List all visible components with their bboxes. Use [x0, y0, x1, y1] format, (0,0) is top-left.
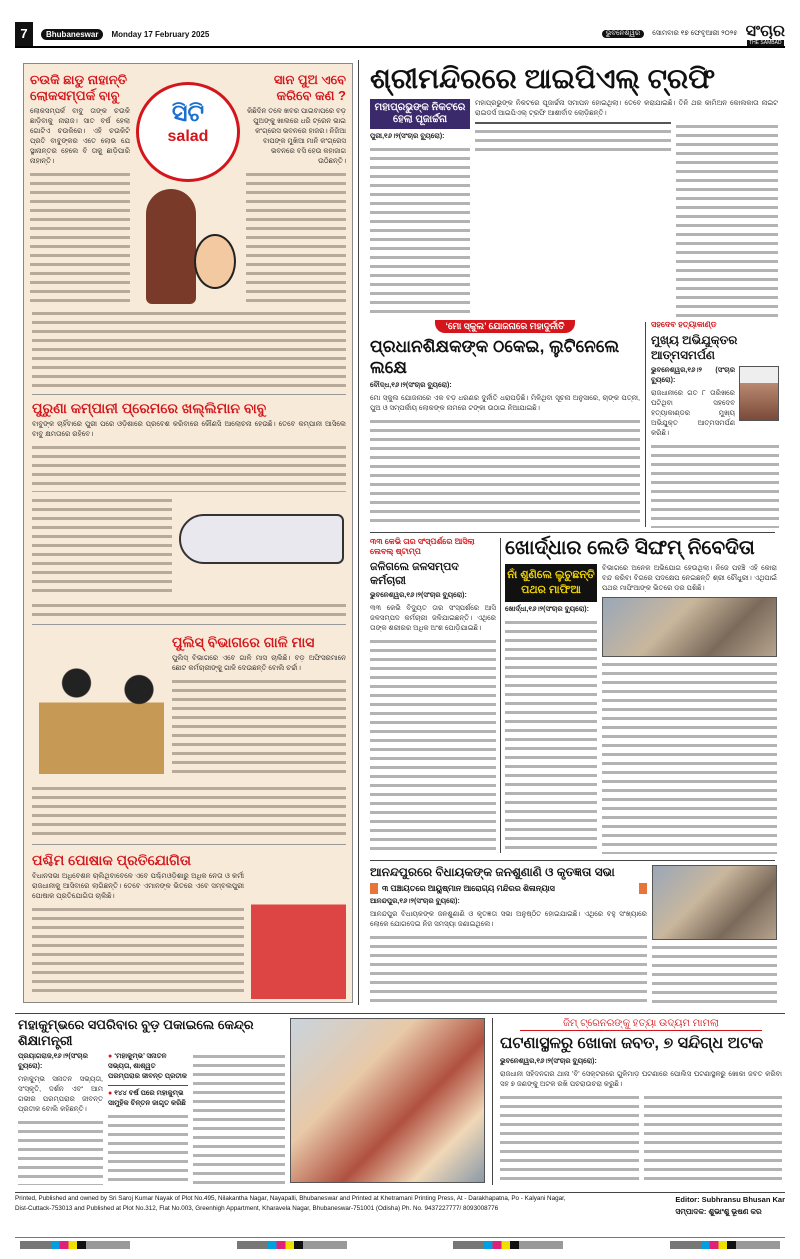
- story-body: ବାବୁଙ୍କ ଚାହିଁବାରେ ପୁରୀ ପରେ ଓଡ଼ିଶାରେ ପ୍ରବେଶ କରିବାରେ କୌଣସି ଆଲୋଚନା ହେଉଛି। ତେବେ କମ୍ପାନୀ ଆସିଲେ ବାବୁ କ୍ଷମତାରେ ରହିବେ।: [32, 421, 346, 438]
- jal-headline: ଜଳିଗଲେ ଜଳସମ୍ପଦ କର୍ମଚାରୀ: [370, 561, 459, 587]
- gym-kicker: ଜିମ୍ ଟ୍ରେନରଙ୍କୁ ହତ୍ୟା ଉଦ୍ୟମ ମାମଲା: [520, 1017, 762, 1031]
- page-number: 7: [20, 26, 28, 41]
- anandapur-body: ଆନନ୍ଦପୁର ବିଧାୟକଙ୍କ ଜନଶୁଣାଣି ଓ କୃତଜ୍ଞତା ସଭା ଅନୁଷ୍ଠିତ ହୋଇଯାଇଛି। ଏଥିରେ ବହୁ ସଂଖ୍ୟାରେ ଲୋକେ ଯୋଗଦେଇ ନିଜ ସମସ୍ୟା ଜଣାଇଥିଲେ।: [370, 911, 647, 928]
- date-odia: ସୋମବାର ୧୭ ଫେବୃଆରୀ ୨୦୨୫: [652, 30, 738, 37]
- lead-body: [475, 127, 671, 151]
- footer-divider: [15, 1192, 785, 1193]
- editor-name-odia: ସମ୍ପାଦକ: ଶୁଭାଂଶୁ ଭୂଷଣ କର: [675, 1207, 762, 1216]
- anandapur-body-continued: [652, 943, 777, 1003]
- khordha-dateline: ଖୋର୍ଦ୍ଧା,୧୬।୨(ସଂଚାର ବ୍ୟୁରୋ):: [505, 606, 589, 613]
- story-body-continued: [246, 170, 346, 304]
- kumbh-body: ମହାକୁମ୍ଭ ସନାତନ ସଭ୍ୟତା, ସଂସ୍କୃତି, ଦର୍ଶନ ଏବଂ ଆମ ଗଭୀର ପରମ୍ପରାର ଜୀବନ୍ତ ପ୍ରତୀକ ବୋଲି କହିଛନ୍ତି।: [18, 1076, 103, 1113]
- lead-headline: ଶ୍ରୀମନ୍ଦିରରେ ଆଇପିଏଲ୍ ଟ୍ରଫି: [370, 63, 716, 94]
- mahakumbh-photo: [290, 1018, 485, 1183]
- school-body: ମୋ ସ୍କୁଲ ଯୋଜନାରେ ଏକ ବଡ଼ ଧରଣର ଦୁର୍ନୀତି ଧରାପଡ଼ିଛି। ମିଳିଥିବା ସୂଚନା ଅନୁସାରେ, ଚାଙ୍କ ପତ୍ନୀ, ପୁଅ ଓ ସମ୍ପର୍କୀୟ ଲୋକଙ୍କ ନାମରେ ଟଙ୍କା ଉଠାଇ ନିଆଯାଇଛି।: [370, 395, 640, 412]
- cartoon-airplane-illustration: [179, 514, 344, 564]
- khordha-box: ନାଁ ଶୁଣିଲେ ଲୁଚୁଛନ୍ତି ପଥର ମାଫିଆ: [505, 564, 597, 602]
- surrender-headline: ମୁଖ୍ୟ ଅଭିଯୁକ୍ତର ଆତ୍ମସମର୍ପଣ: [651, 333, 738, 362]
- bullet-text: ୧୪୪ ବର୍ଷ ପରେ ମହାକୁମ୍ଭ ସାମୁହିକ ଚିନ୍ତନ ଜାଗୃତ କରିଛି: [108, 1090, 186, 1107]
- story-headline: ପଶ୍ଚିମ ପୋଷାକ ପ୍ରତିଯୋଗିତା: [32, 852, 192, 868]
- logo-bottom: salad: [167, 128, 209, 145]
- city-odia-badge: ଭୁବନେଶ୍ୱର: [602, 30, 644, 38]
- gym-body-continued: [500, 1093, 639, 1185]
- story-body: ଲୋକସମ୍ପର୍କ ବାବୁ ତାଙ୍କ ଚଉକି ଛାଡ଼ିବାକୁ ନାରାଜ। ସାତ ବର୍ଷ ହେଲା ଗୋଟିଏ ଚଉକିରେ। ଏହି ଚଉକିଟି ପ୍ରତି ବାବୁଙ୍କର ଏତେ ଲୋଭ ଯେ ସ୍ଥାନାନ୍ତର ହେଲେ ବି ତାକୁ ଛାଡ଼ିପାରି ନାହାନ୍ତି।: [30, 108, 130, 165]
- story-headline: ପୁରୁଣା କମ୍ପାନୀ ପ୍ରେମରେ ଖଲ୍ଲିମାନ ବାବୁ: [32, 400, 267, 416]
- lead-body: [676, 122, 778, 318]
- school-dateline: ବୌଦ୍ଧ,୧୬।୨(ସଂଚାର ବ୍ୟୁରୋ):: [370, 382, 452, 389]
- column-divider: [492, 1018, 493, 1185]
- gym-dateline: ଭୁବନେଶ୍ୱର,୧୬।୨(ସଂଚାର ବ୍ୟୁରୋ):: [500, 1058, 597, 1065]
- story-headline: ପୁଲିସ୍ ବିଭାଗରେ ଗାଳି ମାସ: [172, 634, 315, 650]
- anandapur-dateline: ଆନନ୍ଦପୁର,୧୬।୨(ସଂଚାର ବ୍ୟୁରୋ):: [370, 898, 460, 905]
- column-divider: [645, 322, 646, 527]
- school-body-continued: [370, 417, 640, 528]
- cartoon-face-illustration: [194, 234, 236, 289]
- story-body-continued: [172, 677, 346, 779]
- kumbh-body-continued: [193, 1052, 285, 1185]
- bullet-icon: ●: [108, 1090, 115, 1097]
- bullet-icon: ●: [108, 1053, 115, 1060]
- editor-name: Editor: Subhransu Bhusan Kar: [675, 1195, 785, 1204]
- khordha-headline: ଖୋର୍ଦ୍ଧାର ଲେଡି ସିଙ୍ଘମ୍ ନିବେଦିତା: [505, 537, 755, 559]
- divider: [15, 1013, 785, 1014]
- gym-headline: ଘଟଣାସ୍ଥଳରୁ ଖୋକା ଜବତ, ୭ ସନ୍ଦିଗ୍ଧ ଅଟକ: [500, 1035, 764, 1052]
- cartoon-police-illustration: [39, 644, 164, 774]
- registration-rule: [15, 1237, 785, 1238]
- cartoon-chair-illustration: [146, 189, 196, 304]
- lead-subhead-box: ମହାପ୍ରଭୁଙ୍କ ନିକଟରେ ହେଲା ପୂଜାର୍ଚ୍ଚନା: [370, 99, 470, 129]
- kumbh-body-continued: [18, 1118, 103, 1185]
- date: Monday 17 February 2025: [111, 29, 210, 39]
- kumbh-dateline: ପ୍ରୟାଗରାଜ,୧୬।୨(ସଂଚାର ବ୍ୟୁରୋ):: [18, 1053, 88, 1070]
- story-body-continued: [32, 784, 346, 839]
- jal-kicker: ୩୩ କେଭି ତାର ସଂସ୍ପର୍ଶରେ ଆସିଲା ଲେବଲ୍ ଷ୍ଟାମ୍ପ: [370, 537, 475, 556]
- jagannath-temple-photo: [475, 122, 671, 124]
- kumbh-bullet: [108, 1052, 188, 1086]
- column-divider: [358, 60, 359, 1005]
- story-body-continued: [32, 905, 244, 997]
- stone-quarry-photo: [602, 597, 777, 657]
- lead-body: [370, 145, 470, 318]
- khordha-body-continued: [602, 660, 777, 854]
- column-divider: [500, 538, 501, 853]
- divider: [32, 844, 346, 845]
- masthead-logo: ସଂଚାର: [745, 22, 785, 40]
- story-body: ବିଧାନସଭା ଅଧିବେଶନ ଚାଲିଥିବାବେଳେ ଏବେ ପଶ୍ଚିମଓଡ଼ିଶାରୁ ଅଧିକ ନେତା ଓ କର୍ମୀ ରାଜଧାନୀକୁ ଆସିବାରେ ଲାଗିଛନ୍ତି। ତେବେ ଏମାନଙ୍କ ଭିତରେ ଏବେ ସମ୍ବଲପୁରୀ ପୋଷାକ ପ୍ରତିଯୋଗିତା ଚାଲିଛି।: [32, 873, 244, 900]
- gym-body: ରାଜଧାନୀ ସହିଦନଗର ଥାନା 'ବି' ସେକ୍ଟରରେ ଗୁଳିମାଡ଼ ଘଟଣାରେ ପୋଲିସ ଘଟଣାସ୍ଥଳରୁ ଖୋକା ଜବତ କରିବା ସହ ୭ ଜଣଙ୍କୁ ଅଟକ ରଖି ପଚରାଉଚରା କରୁଛି।: [500, 1071, 782, 1088]
- surrender-dateline: ଭୁବନେଶ୍ୱର,୧୬।୨ (ସଂଚାର ବ୍ୟୁରୋ):: [651, 367, 735, 384]
- color-bar: [453, 1241, 563, 1249]
- color-bar: [670, 1241, 780, 1249]
- khordha-body: ବିଭାଗରେ ଅନେକ ଅଭିଯୋଗ ହେଉଥିଲା। ନିଜେ ପହଞ୍ଚି ଏହି କୋରା ବନ୍ଦ କରିବା ବିଗରେ ପଦକ୍ଷେପ ନେଇଛନ୍ତି ଶ୍ରୀ ଚୌଧୁରୀ। ଏଥିପାଇଁ ପଥର ମାଫିଆଙ୍କ ଭିତରେ ଡର ପଶିଛି।: [602, 565, 777, 592]
- story-body-continued: [32, 443, 346, 492]
- masthead-subtitle: THE SAMBAD: [749, 39, 782, 46]
- khordha-body-continued: [505, 618, 597, 854]
- story-body-continued: [32, 309, 346, 389]
- city-badge: Bhubaneswar: [41, 29, 103, 40]
- surrender-body: ରାଜଧାନୀରେ ଗତ ୮ ତାରିଖରେ ଘଟିଥିବା ସହଦେବ ହତ୍ୟାକାଣ୍ଡର ମୁଖ୍ୟ ଅଭିଯୁକ୍ତ ଆତ୍ମସମର୍ପଣ କରିଛି।: [651, 390, 735, 437]
- color-registration-marks: [20, 1241, 780, 1249]
- story-body-continued: [30, 170, 130, 304]
- siti-salad-logo: [153, 100, 223, 146]
- anandapur-meeting-photo: [652, 865, 777, 940]
- siti-salad-section: [23, 63, 353, 1003]
- divider: [32, 624, 346, 625]
- story-body: ପୁଲିସ୍ ବିଭାଗରେ ଏବେ ଗାଳି ମାସ ଚାଲିଛି। ବଡ଼ ଅଫିସରମାନେ ଛୋଟ କର୍ମଚାରୀଙ୍କୁ ଗାଳି ଦେଉଛନ୍ତି ବୋଲି ଚର୍ଚ୍ଚା।: [172, 655, 346, 672]
- jal-body-continued: [370, 637, 496, 853]
- lead-body-intro: ମହାପ୍ରଭୁଙ୍କ ନିକଟରେ ପୂଜାର୍ଚ୍ଚନା ସମାପନ ହୋଇଥିଲା। ତେବେ କରାଯାଇଛି। ତିନି ଥର କାମିଅନ କୋଲକାତା ନାଇଟ ରାଇଡର୍ସ ଆଇପିଏଲ୍ ଟ୍ରଫି ଆଶୀର୍ବାଦ ଲୋଡ଼ିଛନ୍ତି।: [475, 100, 778, 117]
- story-body-continued: [32, 496, 172, 596]
- bullet-text: ‘ମହାକୁମ୍ଭ’ ସନାତନ ସଭ୍ୟତା, ଶାଶ୍ୱତ ପରମ୍ପରାର ଜୀବନ୍ତ ପ୍ରତୀକ: [108, 1053, 187, 1080]
- kumbh-bullet: [108, 1089, 188, 1109]
- school-kicker: ‘ମୋ ସ୍କୁଲ’ ଯୋଜନାରେ ମହାଦୁର୍ନୀତି: [435, 320, 574, 333]
- kumbh-body-continued: [108, 1112, 188, 1185]
- accused-photo: [739, 366, 779, 421]
- color-bar: [20, 1241, 130, 1249]
- logo-top: ସିଟି: [171, 100, 205, 127]
- surrender-body-continued: [651, 442, 779, 528]
- lead-dateline: ପୁରୀ,୧୬।୨(ସଂଚାର ବ୍ୟୁରୋ):: [370, 133, 445, 140]
- divider: [32, 394, 346, 395]
- cartoon-politician-illustration: [251, 854, 346, 999]
- divider: [370, 532, 775, 533]
- page-number-tab: [15, 22, 33, 46]
- school-headline: ପ୍ରଧାନଶିକ୍ଷକଙ୍କ ଠକେଇ, ଲୁଟିନେଲେ ଲକ୍ଷେ: [370, 337, 620, 377]
- anandapur-kicker: ୩ ପଞ୍ଚାୟତରେ ଆୟୁଷ୍ମାନ ଆରୋଗ୍ୟ ମନ୍ଦିରର ଶିଳାନ୍ୟାସ: [370, 883, 647, 894]
- story-body-continued: [32, 601, 346, 619]
- jal-dateline: ଭୁବନେଶ୍ୱର,୧୬।୨(ସଂଚାର ବ୍ୟୁରୋ):: [370, 592, 467, 599]
- imprint-line-2: Dist-Cuttack-753013 and Published at Plot No.312, Flat No.003, Greenhigh Appartment, Kharavela Nagar, Bhubaneswar-751001 (Odisha) Ph. No. 9437227777/ 8093008776: [15, 1205, 499, 1212]
- page-header: [15, 22, 785, 48]
- anandapur-body-continued: [370, 933, 647, 1003]
- jal-body: ୩୩ କେଭି ବିଦ୍ୟୁତ ତାର ସଂସ୍ପର୍ଶରେ ଆସି ଜଳସମ୍ପଦ କର୍ମଚାରୀ ଜଳିଯାଇଛନ୍ତି। ଏଥିରେ ତାଙ୍କ ଶରୀରର ଅଧିକ ଅଂଶ ପୋଡ଼ିଯାଇଛି।: [370, 605, 496, 632]
- surrender-kicker: ସହଦେବ ହତ୍ୟାକାଣ୍ଡ: [651, 320, 717, 329]
- imprint-line-1: Printed, Published and owned by Sri Saroj Kumar Nayak of Plot No.495, Nilakantha Nagar, Nayapalli, Bhubaneswar and Printed at Khetramani Printing Press, At - Darakhapatna, Po - Kalyani Nagar,: [15, 1195, 566, 1202]
- story-headline: ସାନ ପୁଅ ଏବେ କରିବେ କଣ ?: [273, 72, 346, 103]
- color-bar: [237, 1241, 347, 1249]
- story-headline: ଚଉକି ଛାଡୁ ନାହାନ୍ତି ଲୋକସମ୍ପର୍କ ବାବୁ: [30, 72, 127, 103]
- anandapur-headline: ଆନନ୍ଦପୁରରେ ବିଧାୟକଙ୍କ ଜନଶୁଣାଣି ଓ କୃତଜ୍ଞତା ସଭା: [370, 865, 615, 879]
- divider: [370, 860, 775, 861]
- story-body: କିଛିଦିନ ତଳେ ଖବର ପାଇବାପରେ ବଡ଼ ପୁଅଙ୍କୁ ଖାଲରେ ଧରି ଟ୍ରେନ ଭାଇ କଂଗ୍ରେସ ଭବନରେ ହାଜର। ନିଜିଆ ବାପଙ୍କ ମୁଖିଆ ମାନି କଂଗ୍ରେସ ଭବନରେ ବସି ହେଉ କହାଜାଗ ଉଠିଛନ୍ତି।: [247, 108, 346, 165]
- gym-body-continued: [644, 1093, 783, 1185]
- kumbh-headline: ମହାକୁମ୍ଭରେ ସପରିବାର ବୁଡ଼ ପକାଇଲେ କେନ୍ଦ୍ର ଶିକ୍ଷାମନ୍ତ୍ରୀ: [18, 1017, 254, 1048]
